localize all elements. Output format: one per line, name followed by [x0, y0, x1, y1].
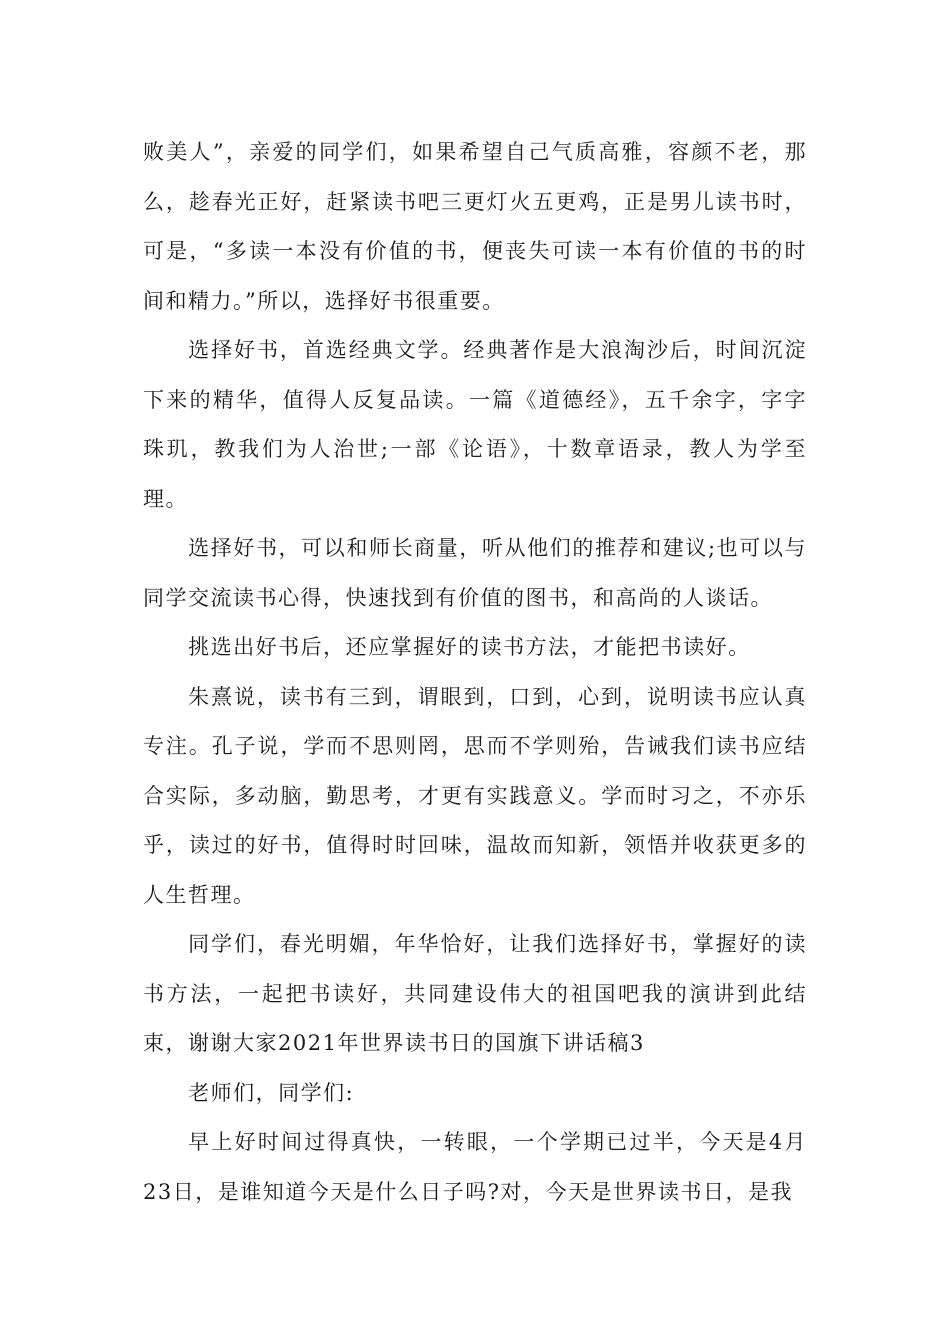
paragraph-2: 选择好书，首选经典文学。经典著作是大浪淘沙后，时间沉淀下来的精华，值得人反复品读。一篇《道德经》，五千余字，字字珠玑，教我们为人治世;一部《论语》，十数章语录，教人为学至理。: [143, 338, 807, 511]
paragraph-1: 败美人”，亲爱的同学们，如果希望自己气质高雅，容颜不老，那么，趁春光正好，赶紧读书吧三更灯火五更鸡，正是男儿读书时，可是，“多读一本没有价值的书，便丧失可读一本有价值的书的时间和精力。”所以，选择好书很重要。: [143, 140, 807, 313]
document-body: [143, 128, 807, 1217]
paragraph-4: 挑选出好书后，还应掌握好的读书方法，才能把书读好。: [188, 635, 751, 659]
paragraph-6: 同学们，春光明媚，年华恰好，让我们选择好书，掌握好的读书方法，一起把书读好，共同建设伟大的祖国吧我的演讲到此结束，谢谢大家2021年世界读书日的国旗下讲话稿3: [143, 932, 807, 1055]
paragraph-5: 朱熹说，读书有三到，谓眼到，口到，心到，说明读书应认真专注。孔子说，学而不思则罔，思而不学则殆，告诫我们读书应结合实际，多动脑，勤思考，才更有实践意义。学而时习之，不亦乐乎，读过的好书，值得时时回味，温故而知新，领悟并收获更多的人生哲理。: [143, 684, 807, 907]
paragraph-7: 老师们，同学们:: [188, 1080, 355, 1105]
paragraph-8: 早上好时间过得真快，一转眼，一个学期已过半，今天是4月23日，是谁知道今天是什么日子吗?对，今天是世界读书日，是我: [143, 1130, 807, 1204]
paragraph-3: 选择好书，可以和师长商量，听从他们的推荐和建议;也可以与同学交流读书心得，快速找到有价值的图书，和高尚的人谈话。: [143, 536, 807, 610]
